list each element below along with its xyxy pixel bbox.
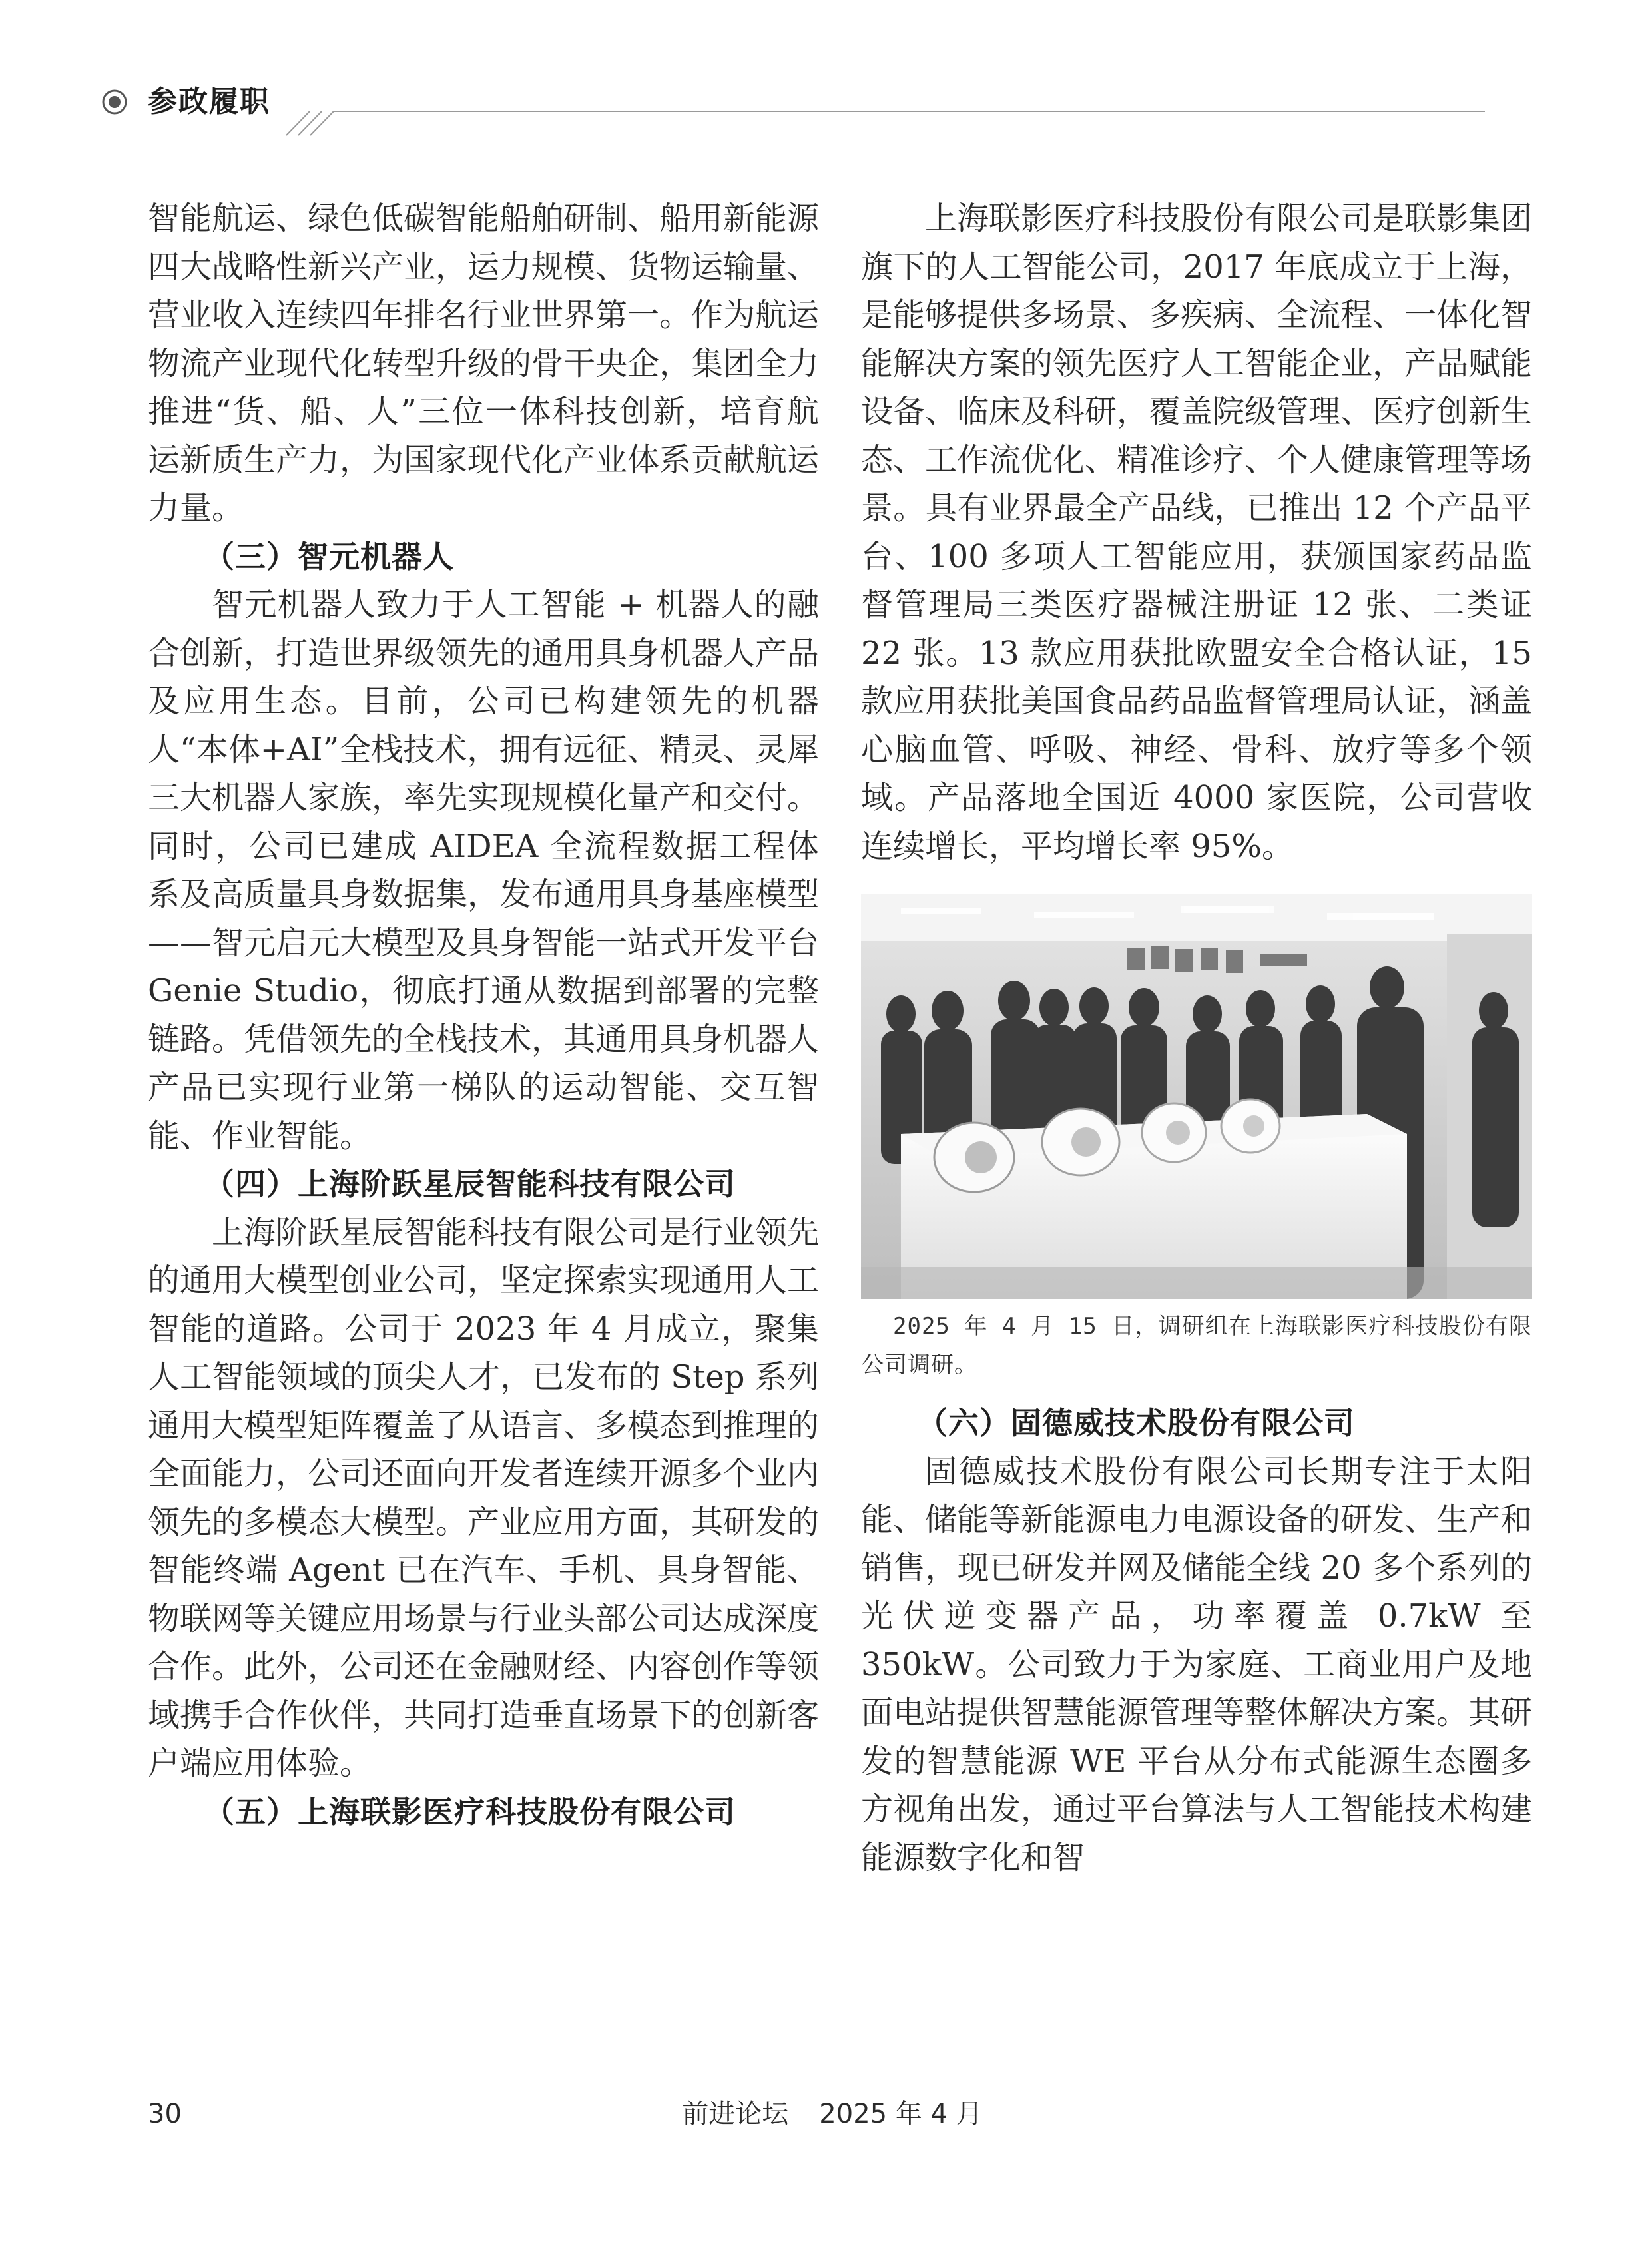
section-heading: （四）上海阶跃星辰智能科技有限公司: [204, 1166, 736, 1202]
section-heading: （六）固德威技术股份有限公司: [917, 1405, 1355, 1441]
left-column: [148, 194, 819, 1836]
body-paragraph: 智能航运、绿色低碳智能船舶研制、船用新能源四大战略性新兴产业，运力规模、货物运输量、营业收入连续四年排名行业世界第一。作为航运物流产业现代化转型升级的骨干央企，集团全力推进“货、船、人”三位一体科技创新，培育航运新质生产力，为国家现代化产业体系贡献航运力量。: [148, 200, 820, 527]
body-paragraph: 上海阶跃星辰智能科技有限公司是行业领先的通用大模型创业公司，坚定探索实现通用人工智能的道路。公司于 2023 年 4 月成立，聚集人工智能领域的顶尖人才，已发布的 Step 系列通用大模型矩阵覆盖了从语言、多模态到推理的全面能力，公司还面向开发者连续开源多个业内领先的多模态大模型。产业应用方面，其研发的智能终端 Agent 已在汽车、手机、具身智能、物联网等关键应用场景与行业头部公司达成深度合作。此外，公司还在金融财经、内容创作等领域携手合作伙伴，共同打造垂直场景下的创新客户端应用体验。: [148, 1213, 820, 1782]
header-rule: [87, 83, 1512, 137]
footer-publication-info: [666, 2098, 999, 2131]
running-header: [87, 83, 1512, 137]
page-number: 30: [148, 2099, 182, 2129]
section-heading: （五）上海联影医疗科技股份有限公司: [204, 1793, 736, 1830]
section-title: 参政履职: [148, 85, 270, 119]
section-heading: （三）智元机器人: [204, 538, 454, 575]
publication-name: 前进论坛: [682, 2099, 789, 2129]
photo-site-visit: [861, 894, 1532, 1299]
body-paragraph: 上海联影医疗科技股份有限公司是联影集团旗下的人工智能公司，2017 年底成立于上海，是能够提供多场景、多疾病、全流程、一体化智能解决方案的领先医疗人工智能企业，产品赋能设备、临床及科研，覆盖院级管理、医疗创新生态、工作流优化、精准诊疗、个人健康管理等场景。具有业界最全产品线，已推出 12 个产品平台、100 多项人工智能应用，获颁国家药品监督管理局三类医疗器械注册证 12 张、二类证 22 张。13 款应用获批欧盟安全合格认证，15 款应用获批美国食品药品监督管理局认证，涵盖心脑血管、呼吸、神经、骨科、放疗等多个领域。产品落地全国近 4000 家医院，公司营收连续增长，平均增长率 95%。: [861, 200, 1533, 865]
target-bullet-icon: [101, 89, 128, 115]
body-paragraph: 智元机器人致力于人工智能 + 机器人的融合创新，打造世界级领先的通用具身机器人产品及应用生态。目前，公司已构建领先的机器人“本体+AI”全栈技术，拥有远征、精灵、灵犀三大机器人家族，率先实现规模化量产和交付。同时，公司已建成 AIDEA 全流程数据工程体系及高质量具身数据集，发布通用具身基座模型——智元启元大模型及具身智能一站式开发平台 Genie Studio，彻底打通从数据到部署的完整链路。凭借领先的全栈技术，其通用具身机器人产品已实现行业第一梯队的运动智能、交互智能、作业智能。: [148, 586, 820, 1155]
body-paragraph: 固德威技术股份有限公司长期专注于太阳能、储能等新能源电力电源设备的研发、生产和销售，现已研发并网及储能全线 20 多个系列的光伏逆变器产品，功率覆盖 0.7kW 至 350kW。公司致力于为家庭、工商业用户及地面电站提供智慧能源管理等整体解决方案。其研发的智慧能源 WE 平台从分布式能源生态圈多方视角出发，通过平台算法与人工智能技术构建能源数字化和智: [861, 1452, 1533, 1876]
photo-caption: 2025 年 4 月 15 日，调研组在上海联影医疗科技股份有限公司调研。: [861, 1313, 1532, 1378]
right-column: [861, 194, 1532, 1882]
issue-date: 2025 年 4 月: [819, 2099, 983, 2129]
